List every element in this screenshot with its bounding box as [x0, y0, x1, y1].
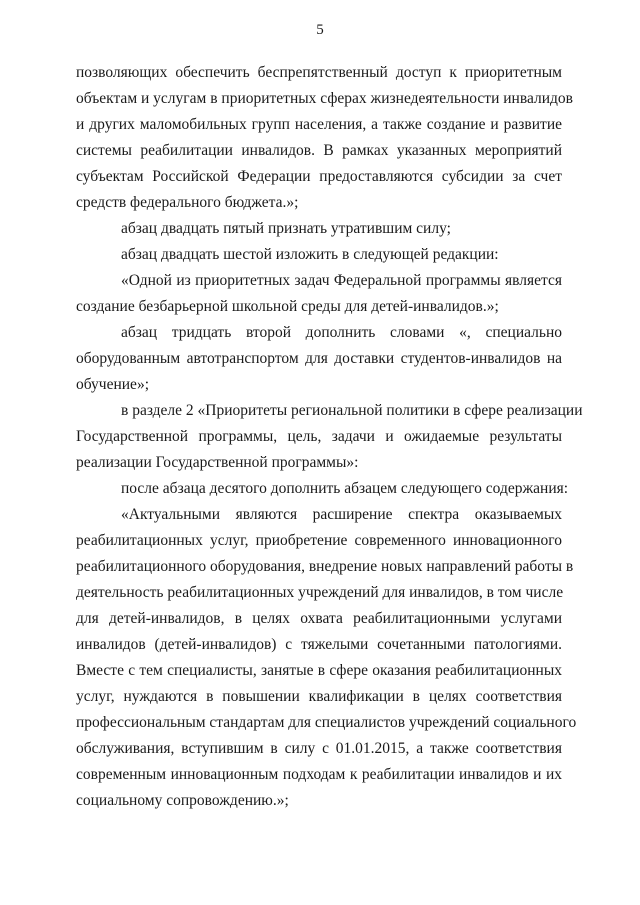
text-line: оборудованным автотранспортом для доставки студентов-инвалидов на: [76, 350, 562, 367]
text-line: услуг, нуждаются в повышении квалификации в целях соответствия: [76, 688, 562, 705]
text-line: абзац двадцать шестой изложить в следующей редакции:: [121, 246, 499, 263]
text-line: обучение»;: [76, 376, 149, 393]
text-line: объектам и услугам в приоритетных сферах жизнедеятельности инвалидов: [76, 90, 573, 107]
text-line: абзац двадцать пятый признать утратившим силу;: [121, 220, 451, 237]
text-line: Вместе с тем специалисты, занятые в сфере оказания реабилитационных: [76, 662, 562, 679]
text-line: современным инновационным подходам к реабилитации инвалидов и их: [76, 766, 562, 783]
text-line: «Актуальными являются расширение спектра оказываемых: [121, 506, 562, 523]
text-line: реабилитационного оборудования, внедрение новых направлений работы в: [76, 558, 574, 575]
text-line: создание безбарьерной школьной среды для детей-инвалидов.»;: [76, 298, 499, 315]
text-line: субъектам Российской Федерации предоставляются субсидии за счет: [76, 168, 562, 185]
text-line: системы реабилитации инвалидов. В рамках указанных мероприятий: [76, 142, 562, 159]
text-line: Государственной программы, цель, задачи и ожидаемые результаты: [76, 428, 562, 445]
text-line: деятельность реабилитационных учреждений для инвалидов, в том числе: [76, 584, 564, 601]
text-line: после абзаца десятого дополнить абзацем следующего содержания:: [121, 480, 569, 497]
text-line: позволяющих обеспечить беспрепятственный доступ к приоритетным: [76, 64, 562, 81]
text-line: абзац тридцать второй дополнить словами «, специально: [121, 324, 562, 341]
text-line: социальному сопровождению.»;: [76, 792, 289, 809]
text-line: обслуживания, вступившим в силу с 01.01.2015, а также соответствия: [76, 740, 562, 757]
text-line: реализации Государственной программы»:: [76, 454, 359, 471]
page-number: 5: [316, 22, 324, 38]
text-line: и других маломобильных групп населения, а также создание и развитие: [76, 116, 562, 133]
text-line: «Одной из приоритетных задач Федеральной программы является: [121, 272, 562, 289]
text-line: средств федерального бюджета.»;: [76, 194, 299, 211]
text-line: реабилитационных услуг, приобретение современного инновационного: [76, 532, 562, 549]
text-line: профессиональным стандартам для специалистов учреждений социального: [76, 714, 577, 731]
document-body: [76, 60, 583, 814]
text-line: для детей-инвалидов, в целях охвата реабилитационными услугами: [76, 610, 562, 627]
text-line: в разделе 2 «Приоритеты региональной политики в сфере реализации: [121, 402, 583, 419]
text-line: инвалидов (детей-инвалидов) с тяжелыми сочетанными патологиями.: [76, 636, 562, 653]
